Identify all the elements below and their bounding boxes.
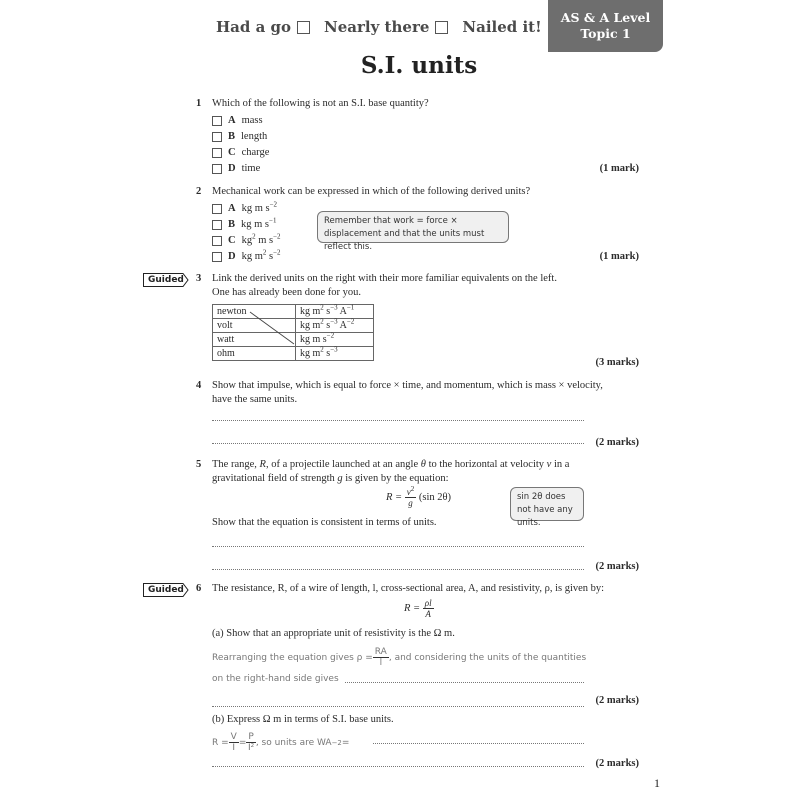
q4-text-line2: have the same units.: [212, 394, 298, 405]
q2-option-b-checkbox[interactable]: [212, 220, 222, 230]
q1-option-d-checkbox[interactable]: [212, 164, 222, 174]
q2-option-c[interactable]: [212, 232, 281, 246]
q5-number: 5: [196, 459, 202, 470]
q3-unit-2[interactable]: kg $m^2$ $s^{-3}$ $A^{-2}$: [296, 319, 374, 333]
q2-option-c-text: $kg^2$ m $s^{-2}$: [241, 232, 281, 246]
nearly-there-label: Nearly there: [324, 18, 430, 36]
q2-option-a[interactable]: [212, 200, 278, 214]
q3-name-ohm[interactable]: ohm: [213, 347, 296, 361]
q2-option-d-text: kg $m^2$ $s^{-2}$: [241, 248, 281, 262]
q6b-answer-line-1[interactable]: [373, 743, 584, 744]
q1-option-d[interactable]: [212, 163, 260, 174]
q5-text-line1: The range, R, of a projectile launched at an angle θ to the horizontal at velocity v in a: [212, 459, 570, 470]
q3-text-line2: One has already been done for you.: [212, 287, 361, 298]
q6a-answer-line-1[interactable]: [345, 682, 584, 683]
q6-number: 6: [196, 583, 202, 594]
q2-option-c-letter: C: [228, 235, 236, 246]
q1-option-a-letter: A: [228, 115, 236, 126]
q6-guided-badge: [143, 583, 184, 597]
page-number: 1: [654, 776, 660, 790]
q5-text-line2: gravitational field of strength g is given by the equation:: [212, 473, 449, 484]
nearly-there-item[interactable]: [324, 18, 448, 36]
q1-option-b-checkbox[interactable]: [212, 132, 222, 142]
q6a-marks: (2 marks): [595, 695, 639, 706]
q6-guided-a-line2: on the right-hand side gives: [212, 674, 339, 684]
q4-number: 4: [196, 380, 202, 391]
q4-answer-line-2[interactable]: [212, 443, 584, 444]
q5-hint-box: sin 2θ does not have any units.: [510, 487, 584, 521]
q2-option-c-checkbox[interactable]: [212, 236, 222, 246]
had-a-go-checkbox[interactable]: [297, 21, 310, 34]
q5-answer-line-2[interactable]: [212, 569, 584, 570]
q6b-answer-line-2[interactable]: [212, 766, 584, 767]
q2-marks: (1 mark): [599, 251, 639, 262]
q5-marks: (2 marks): [595, 561, 639, 572]
q1-option-c[interactable]: [212, 147, 269, 158]
q3-unit-3[interactable]: kg m $s^{-2}$: [296, 333, 374, 347]
q3-name-volt[interactable]: volt: [213, 319, 296, 333]
q2-option-a-checkbox[interactable]: [212, 204, 222, 214]
q2-option-b-text: kg m $s^{-1}$: [241, 216, 277, 230]
q5-range-equation: R = $\frac{v^2}{g}$ (sin 2θ): [386, 485, 452, 508]
level-tab-line1: AS & A Level: [560, 10, 651, 25]
q1-option-b-text: length: [241, 131, 268, 142]
q1-option-c-text: charge: [241, 147, 270, 158]
q4-answer-line-1[interactable]: [212, 420, 584, 421]
q2-option-b-letter: B: [228, 219, 236, 230]
q2-option-d-letter: D: [228, 251, 236, 262]
q3-example-link-line: [248, 310, 298, 350]
q3-name-newton[interactable]: newton: [213, 305, 296, 319]
q2-text: Mechanical work can be expressed in which of the following derived units?: [212, 186, 531, 197]
q1-option-c-checkbox[interactable]: [212, 148, 222, 158]
q6a-answer-line-2[interactable]: [212, 706, 584, 707]
nearly-there-checkbox[interactable]: [435, 21, 448, 34]
q1-option-d-text: time: [241, 163, 261, 174]
had-a-go-label: Had a go: [216, 18, 292, 36]
q2-option-d-checkbox[interactable]: [212, 252, 222, 262]
q4-marks: (2 marks): [595, 437, 639, 448]
q1-option-a[interactable]: [212, 115, 263, 126]
q2-option-d[interactable]: [212, 248, 281, 262]
q6-resistance-equation: R = $\frac{\rho l}{A}$: [404, 598, 432, 619]
q6-text: The resistance, R, of a wire of length, l, cross-sectional area, A, and resistivity, ρ, is given by:: [212, 583, 605, 594]
q1-option-b-letter: B: [228, 131, 236, 142]
q1-option-c-letter: C: [228, 147, 236, 158]
q5-answer-line-1[interactable]: [212, 546, 584, 547]
q6-part-b: (b) Express Ω m in terms of S.I. base units.: [212, 714, 394, 725]
q2-number: 2: [196, 186, 202, 197]
nailed-it-label: Nailed it!: [462, 18, 542, 36]
q4-text-line1: Show that impulse, which is equal to force × time, and momentum, which is mass × velocity,: [212, 380, 603, 391]
q6-guided-b-line: R = $\frac{V}{I}$ = $\frac{P}{\text{I²}}$ , so units are WA −2 =: [212, 732, 350, 753]
page-title: S.I. units: [360, 52, 478, 79]
q5-text-line3: Show that the equation is consistent in terms of units.: [212, 517, 437, 528]
q1-text: Which of the following is not an S.I. base quantity?: [212, 98, 429, 109]
q2-option-b[interactable]: [212, 216, 277, 230]
q2-option-a-text: kg m $s^{-2}$: [241, 200, 278, 214]
q3-name-watt[interactable]: watt: [213, 333, 296, 347]
level-tab: [548, 0, 663, 52]
q6b-marks: (2 marks): [595, 758, 639, 769]
q3-guided-badge: [143, 273, 184, 287]
q1-marks: (1 mark): [599, 163, 639, 174]
progress-tracker: [216, 18, 575, 36]
guided-label: Guided: [148, 585, 184, 595]
q1-option-b[interactable]: [212, 131, 267, 142]
q3-marks: (3 marks): [595, 357, 639, 368]
nailed-it-item[interactable]: [462, 18, 560, 36]
q2-option-a-letter: A: [228, 203, 236, 214]
q3-unit-1[interactable]: kg $m^2$ $s^{-3}$ $A^{-1}$: [296, 305, 374, 319]
had-a-go-item[interactable]: [216, 18, 310, 36]
q6-guided-a-line1: Rearranging the equation gives ρ = $\frac{RA}{l}$ , and considering the units of the quantities: [212, 647, 587, 668]
q3-text-line1: Link the derived units on the right with their more familiar equivalents on the left.: [212, 273, 557, 284]
guided-label: Guided: [148, 275, 184, 285]
q6-part-a: (a) Show that an appropriate unit of resistivity is the Ω m.: [212, 628, 455, 639]
q2-hint-box: Remember that work = force × displacement and that the units must reflect this.: [317, 211, 509, 243]
q1-option-a-checkbox[interactable]: [212, 116, 222, 126]
q1-number: 1: [196, 98, 202, 109]
q3-number: 3: [196, 273, 202, 284]
q1-option-d-letter: D: [228, 163, 236, 174]
level-tab-line2: Topic 1: [580, 26, 631, 41]
q3-unit-4[interactable]: kg $m^2$ $s^{-3}$: [296, 347, 374, 361]
q1-option-a-text: mass: [241, 115, 263, 126]
